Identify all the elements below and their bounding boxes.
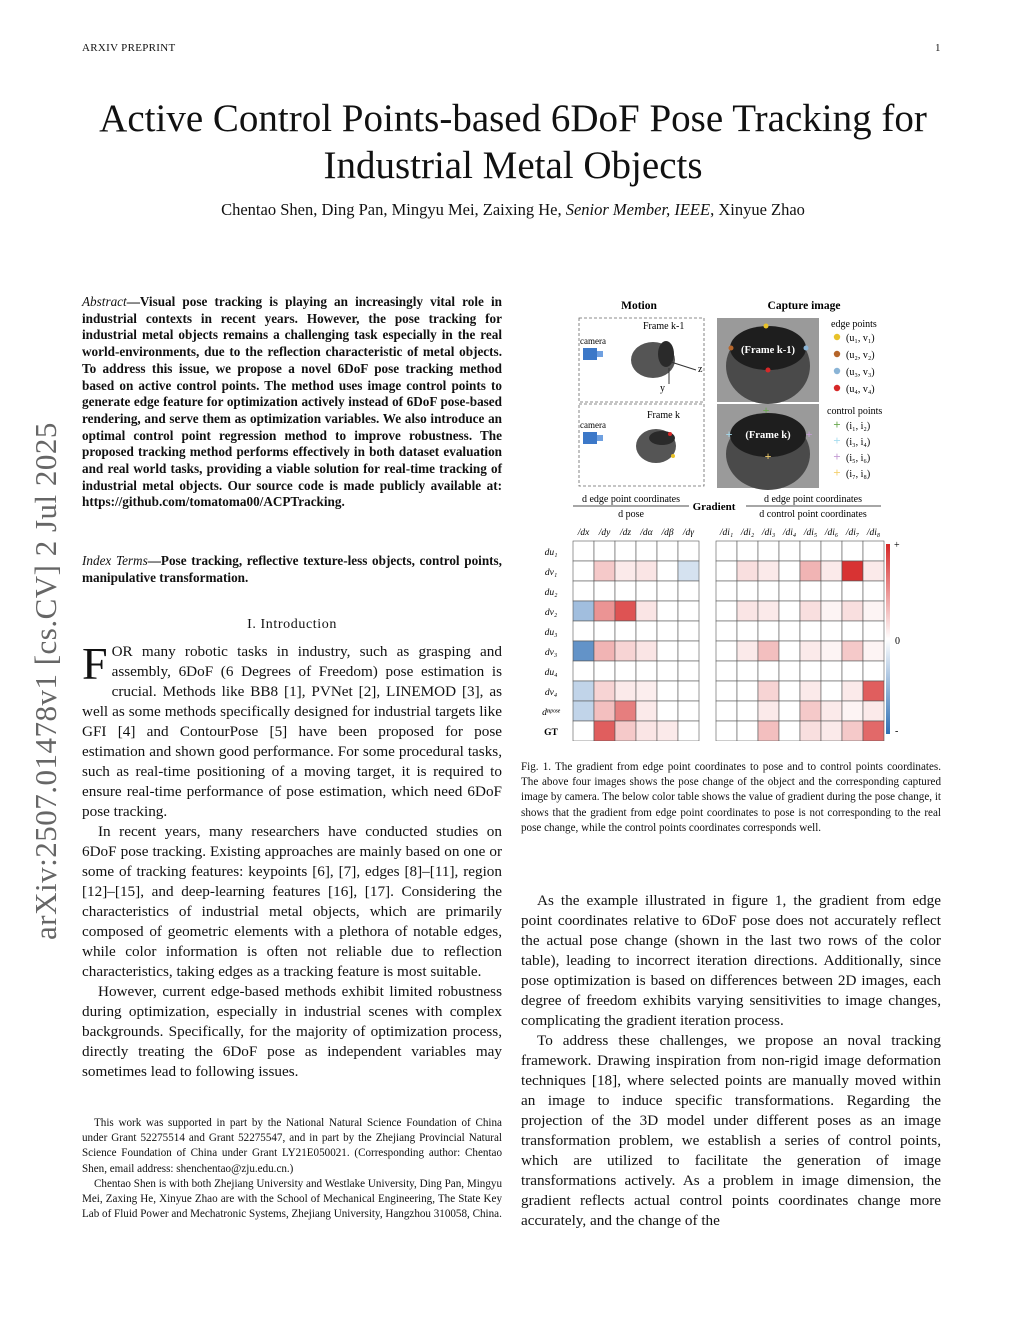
heatmap-cell-control [800, 601, 821, 621]
intro-p1-text: OR many robotic tasks in industry, such as grasping and assembly, 6DoF (6 Degrees of Freedom) pose estimation is crucial. Methods like BB8 [1], PVNet [2], LINEMOD [3], as well as some methods specifically designed for industrial targets like GFI [4] and ContourPose [5] have been proposed for pose estimation and shown good performance. For some procedural tasks, such as real-time positioning of a moving target, it is required to ensure real-time performance of pose estimation, which need 6DoF pose tracking. [82, 643, 502, 820]
heatmap-cell-control [863, 721, 884, 741]
paper-title: Active Control Points-based 6DoF Pose Tracking for Industrial Metal Objects [99, 97, 927, 187]
heatmap-cell-pose [615, 581, 636, 601]
heatmap-col-label: /dα [640, 528, 653, 538]
heatmap-row-label: GT [544, 728, 558, 738]
heatmap-cell-pose [573, 701, 594, 721]
edge-point-label: (u₃, v₃) [846, 367, 875, 378]
heatmap-cell-pose [678, 581, 699, 601]
heatmap-cell-control [716, 681, 737, 701]
heatmap-cell-control [863, 541, 884, 561]
heatmap-cell-control [779, 641, 800, 661]
control-point-label: (i₅, i₆) [846, 453, 871, 464]
intro-text [82, 638, 502, 1082]
heatmap-cell-pose [573, 681, 594, 701]
control-point-marker: + [762, 403, 770, 417]
intro-paragraph-3: However, current edge-based methods exhibit limited robustness during optimization, especially in industrial scenes with complex backgrounds. Specifically, for the majority of optimization process, directly treating the 6DoF pose as independent variables may sometimes lead to following issues. [82, 983, 502, 1080]
heatmap-cell-control [758, 661, 779, 681]
control-points-legend [827, 406, 882, 480]
heatmap-cell-pose [615, 661, 636, 681]
heatmap-cell-control [821, 641, 842, 661]
frame-k-label: Frame k [647, 410, 681, 421]
scale-top-label: + [894, 540, 900, 551]
heatmap-col-label: /di₃ [761, 528, 776, 538]
gradient-label: Gradient [692, 501, 736, 513]
heatmap-cell-pose [678, 601, 699, 621]
frame-k-image-label: (Frame k) [745, 430, 791, 441]
intro-paragraph-1 [82, 638, 502, 822]
heatmap-col-label: /dz [619, 528, 632, 538]
heatmap-cell-control [863, 641, 884, 661]
heatmap-cell-pose [636, 681, 657, 701]
heatmap-cell-control [842, 621, 863, 641]
heatmap-cell-control [716, 701, 737, 721]
heatmap-cell-control [779, 561, 800, 581]
heatmap-cell-control [758, 701, 779, 721]
heatmap-cell-control [716, 721, 737, 741]
index-terms-label: Index Terms [82, 553, 148, 568]
scale-bottom-label: - [895, 726, 899, 737]
fraction-left-denominator: d pose [618, 509, 644, 520]
right-column-text [521, 891, 941, 1231]
edge-point-label: (u₁, v₁) [846, 333, 875, 344]
heatmap-cell-control [779, 681, 800, 701]
heatmap-cell-control [800, 561, 821, 581]
heatmap-cell-control [842, 721, 863, 741]
heatmap-cell-control [800, 661, 821, 681]
fraction-left-numerator: d edge point coordinates [581, 494, 681, 505]
heatmap-cell-pose [678, 721, 699, 741]
heatmap-col-label: /di₅ [803, 528, 818, 538]
heatmap-cell-control [758, 581, 779, 601]
heatmap-cell-pose [594, 601, 615, 621]
heatmap-cell-control [779, 541, 800, 561]
footnote-affiliations: Chentao Shen is with both Zhejiang University and Westlake University, Ding Pan, Mingyu Mei, Zaxing He, Xinyue Zhao are with the School of Mechanical Engineering, The State Key Lab of Fluid Power and Mechatronic Systems, Zhejiang University, Hangzhou 310058, China. [82, 1177, 502, 1221]
heatmap-cell-control [716, 661, 737, 681]
index-terms [82, 553, 502, 586]
camera-icon [583, 348, 597, 360]
heatmap-cell-pose [594, 701, 615, 721]
heatmap-cell-control [737, 561, 758, 581]
heatmap-cell-pose [678, 661, 699, 681]
heatmap-cell-pose [636, 541, 657, 561]
heatmap-cell-pose [594, 661, 615, 681]
heatmap-cell-control [863, 681, 884, 701]
heatmap-cell-control [779, 721, 800, 741]
edge-point-dot [834, 368, 840, 374]
capture-title: Capture image [767, 300, 841, 312]
control-point-marker: + [805, 427, 813, 441]
heatmap-col-label: /dβ [661, 528, 674, 538]
author-list [82, 200, 944, 220]
heatmap-col-label: /di₄ [782, 528, 797, 538]
camera-label-2: camera [580, 420, 606, 430]
axis-y-label: y [660, 383, 665, 394]
heatmap-cell-control [737, 621, 758, 641]
heatmap-cell-pose [573, 581, 594, 601]
axis-z-label: z [698, 364, 703, 375]
edge-point-dot [834, 351, 840, 357]
heatmap-cell-control [737, 601, 758, 621]
heatmap-cell-pose [615, 561, 636, 581]
heatmap-row-label: du₁ [544, 548, 558, 558]
heatmap-cell-control [800, 621, 821, 641]
heatmap-cell-control [863, 581, 884, 601]
heatmap-cell-pose [657, 561, 678, 581]
control-point-label: (i₇, i₈) [846, 469, 871, 480]
heatmap-cell-pose [657, 701, 678, 721]
heatmap-cell-control [758, 681, 779, 701]
heatmap-cell-control [863, 561, 884, 581]
control-point-plus: + [833, 465, 841, 480]
heatmap-col-label: /dy [598, 528, 611, 538]
heatmap-cell-control [842, 601, 863, 621]
camera-lens-icon [597, 351, 603, 357]
control-points-title: control points [827, 406, 883, 417]
motion-title: Motion [621, 300, 657, 312]
heatmap-cell-control [716, 641, 737, 661]
heatmap-cell-control [863, 621, 884, 641]
heatmap-col-label: /di₈ [866, 528, 881, 538]
heatmap-cell-control [716, 581, 737, 601]
heatmap-cell-pose [573, 621, 594, 641]
heatmap-cell-pose [678, 621, 699, 641]
heatmap-row-label: du₂ [544, 588, 558, 598]
heatmap-row-label: dv₃ [544, 648, 558, 658]
heatmap-cell-control [842, 581, 863, 601]
heatmap-col-label: /di₆ [824, 528, 839, 538]
footnotes [82, 1116, 502, 1222]
heatmap-col-label: /di₇ [845, 528, 860, 538]
page-number: 1 [935, 42, 941, 54]
heatmap-cell-control [758, 541, 779, 561]
heatmap-cell-control [821, 721, 842, 741]
frame-k1-label: Frame k-1 [643, 321, 685, 332]
heatmap-cell-control [737, 541, 758, 561]
heatmap-cell-pose [573, 601, 594, 621]
heatmap-cell-control [737, 661, 758, 681]
heatmap-cell-pose [573, 541, 594, 561]
author-names: Chentao Shen, Ding Pan, Mingyu Mei, Zaixing He, [221, 200, 562, 219]
heatmap-cell-control [758, 721, 779, 741]
heatmap-cell-control [863, 701, 884, 721]
heatmap-cell-control [716, 621, 737, 641]
heatmap-cell-control [821, 561, 842, 581]
heatmap-cell-pose [615, 701, 636, 721]
heatmap-cell-pose [615, 541, 636, 561]
heatmap-cell-pose [657, 601, 678, 621]
heatmap-cell-control [758, 621, 779, 641]
heatmap-cell-control [821, 581, 842, 601]
heatmap-row-label: dⁿᵖᵒˢᵉ [542, 708, 560, 718]
abstract-label: Abstract [82, 294, 127, 309]
heatmap-cell-pose [594, 721, 615, 741]
captured-image-k1 [717, 318, 819, 404]
camera-label-1: camera [580, 336, 606, 346]
heatmap-cell-control [842, 561, 863, 581]
heatmap-cell-pose [594, 541, 615, 561]
heatmap-cell-pose [615, 721, 636, 741]
heatmap-cell-control [737, 721, 758, 741]
heatmap-cell-control [779, 601, 800, 621]
fraction-right-numerator: d edge point coordinates [763, 494, 863, 505]
heatmap-cell-control [779, 621, 800, 641]
heatmap-cell-control [758, 561, 779, 581]
heatmap-cell-control [800, 581, 821, 601]
heatmap-cell-pose [657, 721, 678, 741]
control-point-label: (i₃, i₄) [846, 437, 871, 448]
control-point-marker: + [764, 449, 772, 463]
intro-paragraph-2: In recent years, many researchers have conducted studies on 6DoF pose tracking. Existing approaches are mainly based on one or some of tracking features: keypoints [6], [7], edges [8]–[11], region [12]–[15], and deep-learning features [16], [17]. Considering the characteristics of industrial metal objects, which are primarily composed of geometric elements with a plethora of notable edges, while color information is often not reliable due to reflection characteristics, taking edges as a tracking feature is most suitable. [82, 823, 502, 980]
heatmap-cell-control [800, 541, 821, 561]
edge-point-label: (u₂, v₂) [846, 350, 875, 361]
heatmap-cell-control [716, 601, 737, 621]
heatmap-row-label: dv₁ [544, 568, 558, 578]
heatmap-col-label: /di₂ [740, 528, 755, 538]
heatmap-cell-pose [594, 561, 615, 581]
heatmap-cell-pose [615, 601, 636, 621]
heatmap-cell-control [716, 561, 737, 581]
edge-point-dot [834, 385, 840, 391]
right-paragraph-1: As the example illustrated in figure 1, the gradient from edge point coordinates relative to 6DoF pose does not accurately reflect the actual pose change (shown in the last two rows of the color table), leading to incorrect iteration directions. Additionally, since pose optimization is based on differences between 2D images, each degree of freedom exhibits varying sensitivities to image changes, complicating the gradient iteration process. [521, 892, 941, 1029]
heatmap-cell-control [863, 661, 884, 681]
gradient-heatmap [542, 528, 884, 741]
frame-k1-image-label: (Frame k-1) [741, 345, 795, 356]
heatmap-cell-control [842, 541, 863, 561]
heatmap-cell-control [800, 701, 821, 721]
heatmap-cell-pose [573, 641, 594, 661]
heatmap-row-label: du₃ [544, 628, 558, 638]
fraction-right-denominator: d control point coordinates [759, 509, 867, 520]
author-affil: Senior Member, IEEE [565, 200, 711, 219]
heatmap-cell-pose [573, 561, 594, 581]
heatmap-cell-pose [636, 621, 657, 641]
motion-panel-k [579, 404, 704, 486]
heatmap-row-label: dv₄ [544, 688, 558, 698]
figure-caption: Fig. 1. The gradient from edge point coordinates to pose and to control points coordinates. The above four images shows the pose change of the object and the corresponding captured image by camera. The below color table shows the value of gradient during the pose change, it shows that the gradient from edge point coordinates to pose is not corresponding to the real pose change, while the control points coordinates corresponds well. [521, 761, 941, 834]
heatmap-cell-pose [573, 721, 594, 741]
heatmap-cell-pose [657, 641, 678, 661]
index-terms-text: —Pose tracking, reflective texture-less objects, control points, manipulative transformation. [82, 553, 502, 585]
heatmap-cell-pose [678, 541, 699, 561]
heatmap-cell-pose [594, 681, 615, 701]
author-last: , Xinyue Zhao [710, 200, 805, 219]
heatmap-cell-control [800, 721, 821, 741]
captured-image-k [717, 403, 819, 490]
heatmap-cell-pose [678, 681, 699, 701]
heatmap-cell-pose [573, 661, 594, 681]
heatmap-cell-control [842, 641, 863, 661]
heatmap-cell-control [737, 581, 758, 601]
figure-1 [521, 296, 941, 741]
heatmap-cell-pose [657, 681, 678, 701]
running-header: ARXIV PREPRINT [82, 42, 176, 54]
heatmap-cell-control [737, 681, 758, 701]
heatmap-row-label: du₄ [544, 668, 558, 678]
figure-svg [521, 296, 941, 741]
dropcap: F [82, 638, 108, 689]
heatmap-cell-control [821, 681, 842, 701]
heatmap-cell-pose [615, 641, 636, 661]
heatmap-cell-pose [615, 621, 636, 641]
control-point-plus: + [833, 449, 841, 464]
footnote-funding: This work was supported in part by the National Natural Science Foundation of China under Grant 52275514 and Grant 52275547, and in part by the Zhejiang Provincial Natural Science Foundation of China under Grant LY21E050021. (Corresponding author: Chentao Shen, email address: shenchentao@zju.edu.cn.) [82, 1117, 502, 1175]
edge-point-label: (u₄, v₄) [846, 384, 875, 395]
heatmap-cell-pose [657, 661, 678, 681]
heatmap-cell-control [779, 661, 800, 681]
heatmap-cell-control [800, 641, 821, 661]
heatmap-cell-control [821, 541, 842, 561]
heatmap-row-label: dv₂ [544, 608, 558, 618]
heatmap-cell-pose [678, 641, 699, 661]
heatmap-cell-pose [657, 541, 678, 561]
heatmap-cell-pose [678, 701, 699, 721]
scale-mid-label: 0 [895, 636, 900, 647]
heatmap-cell-control [758, 601, 779, 621]
heatmap-cell-pose [636, 581, 657, 601]
heatmap-cell-pose [636, 641, 657, 661]
heatmap-col-label: /dx [577, 528, 590, 538]
heatmap-cell-control [842, 681, 863, 701]
heatmap-cell-pose [594, 641, 615, 661]
heatmap-cell-pose [657, 581, 678, 601]
edge-points-legend [831, 319, 877, 395]
heatmap-cell-pose [636, 561, 657, 581]
heatmap-cell-control [800, 681, 821, 701]
heatmap-cell-pose [657, 621, 678, 641]
motion-panel-k1 [579, 318, 704, 402]
control-point-plus: + [833, 417, 841, 432]
heatmap-cell-control [842, 701, 863, 721]
heatmap-cell-control [863, 601, 884, 621]
abstract-text: —Visual pose tracking is playing an increasingly vital role in industrial contexts in recent years. However, the pose tracking for industrial metal objects remains a challenging task especially in the real world-environments, due to the reflection characteristic of metal objects. To address this issue, we propose a novel 6DoF pose tracking method based on active control points. The method uses image control points to generate edge feature for optimization actively instead of 6DoF pose-based rendering, and serve them as optimization variables. We also introduce an optimal control point regression method to improve robustness. The proposed tracking method performs effectively in both dataset evaluation and real world tasks, providing a viable solution for real-time tracking of industrial metal objects. Our source code is made publicly available at: https://github.com/tomatoma00/ACPTracking. [82, 294, 502, 510]
heatmap-cell-pose [636, 701, 657, 721]
heatmap-cell-control [779, 701, 800, 721]
camera-icon-2 [583, 432, 597, 444]
heatmap-col-label: /dγ [682, 528, 695, 538]
heatmap-col-label: /di₁ [719, 528, 734, 538]
arxiv-id: arXiv:2507.01478v1 [cs.CV] 2 Jul 2025 [28, 422, 63, 940]
section-heading: I. Introduction [247, 617, 337, 632]
heatmap-cell-pose [678, 561, 699, 581]
heatmap-cell-pose [636, 721, 657, 741]
right-paragraph-2: To address these challenges, we propose an noval tracking framework. Drawing inspiration from non-rigid image deformation techniques [18], where selected points are manually moved within an image to induce specific transformations. Regarding the projection of the 3D model under different poses as an image transformation problem, we establish a series of control points, which are utilized to facilitate the generation of image transformations actively. As a problem in image dimension, the gradient reflects actual control points coordinates change more accurately, and the change of the [521, 1032, 941, 1229]
heatmap-cell-pose [594, 621, 615, 641]
heatmap-cell-control [758, 641, 779, 661]
abstract [82, 294, 502, 511]
heatmap-cell-pose [636, 601, 657, 621]
heatmap-cell-control [821, 701, 842, 721]
heatmap-cell-control [821, 661, 842, 681]
control-point-plus: + [833, 433, 841, 448]
edge-point-dot [834, 334, 840, 340]
control-point-label: (i₁, i₂) [846, 421, 871, 432]
heatmap-cell-pose [594, 581, 615, 601]
heatmap-cell-control [821, 621, 842, 641]
heatmap-cell-control [737, 641, 758, 661]
edge-points-title: edge points [831, 319, 877, 330]
heatmap-cell-control [737, 701, 758, 721]
heatmap-cell-control [842, 661, 863, 681]
heatmap-cell-pose [615, 681, 636, 701]
heatmap-cell-pose [636, 661, 657, 681]
heatmap-cell-control [716, 541, 737, 561]
control-point-marker: + [725, 427, 733, 441]
color-scale-bar [886, 544, 890, 734]
heatmap-cell-control [821, 601, 842, 621]
heatmap-cell-control [779, 581, 800, 601]
